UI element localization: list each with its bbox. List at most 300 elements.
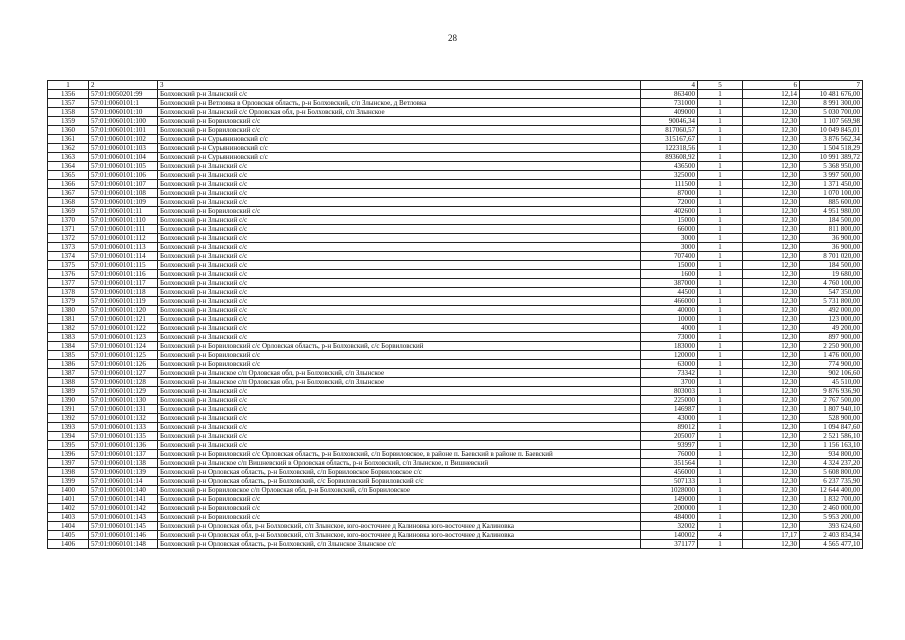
table-row	[48, 351, 863, 360]
table-row	[48, 396, 863, 405]
cadastral-number-cell: 57:01:0060101:110	[89, 216, 158, 225]
area-cell: 10000	[641, 315, 698, 324]
area-cell: 72000	[641, 198, 698, 207]
area-cell: 32002	[641, 522, 698, 531]
address-cell: Болховский р-н Ветловка в Орловская область, р-н Болховский, с/п Злынское, д Ветловка	[158, 99, 641, 108]
area-cell: 893608,92	[641, 153, 698, 162]
address-cell: Болховский р-н Злынский с/с	[158, 171, 641, 180]
cadastral-number-cell: 57:01:0060101:109	[89, 198, 158, 207]
area-cell: 387000	[641, 279, 698, 288]
count-cell: 1	[698, 189, 743, 198]
address-cell: Болховский р-н Злынский с/с	[158, 288, 641, 297]
area-cell: 90046,34	[641, 117, 698, 126]
table-row	[48, 297, 863, 306]
count-cell: 1	[698, 144, 743, 153]
area-cell: 707400	[641, 252, 698, 261]
row-number-cell: 1390	[48, 396, 89, 405]
address-cell: Болховский р-н Злынский с/с	[158, 306, 641, 315]
row-number-cell: 1383	[48, 333, 89, 342]
area-cell: 122318,56	[641, 144, 698, 153]
row-number-cell: 1392	[48, 414, 89, 423]
cadastral-number-cell: 57:01:0060101:100	[89, 117, 158, 126]
area-cell: 803003	[641, 387, 698, 396]
rate-cell: 12,30	[743, 279, 800, 288]
row-number-cell: 1357	[48, 99, 89, 108]
address-cell: Болховский р-н Орловская область, р-н Болховский, с/п Борвиловское Борвиловское с/с	[158, 468, 641, 477]
rate-cell: 12,30	[743, 171, 800, 180]
area-cell: 183000	[641, 342, 698, 351]
cadastral-number-cell: 57:01:0060101:136	[89, 441, 158, 450]
rate-cell: 12,30	[743, 135, 800, 144]
row-number-cell: 1360	[48, 126, 89, 135]
value-cell: 4 324 237,20	[800, 459, 863, 468]
area-cell: 140002	[641, 531, 698, 540]
value-cell: 5 953 200,00	[800, 513, 863, 522]
address-cell: Болховский р-н Сурьяниновский с/с	[158, 153, 641, 162]
table-row	[48, 261, 863, 270]
header-cell: 1	[48, 81, 89, 90]
cadastral-number-cell: 57:01:0050201:99	[89, 90, 158, 99]
address-cell: Болховский р-н Злынский с/с	[158, 387, 641, 396]
table-row	[48, 288, 863, 297]
value-cell: 2 460 000,00	[800, 504, 863, 513]
row-number-cell: 1369	[48, 207, 89, 216]
value-cell: 1 504 518,29	[800, 144, 863, 153]
address-cell: Болховский р-н Злынский с/с	[158, 198, 641, 207]
value-cell: 4 565 477,10	[800, 540, 863, 549]
table-row	[48, 207, 863, 216]
row-number-cell: 1384	[48, 342, 89, 351]
address-cell: Болховский р-н Злынский с/с	[158, 297, 641, 306]
cadastral-number-cell: 57:01:0060101:139	[89, 468, 158, 477]
count-cell: 1	[698, 216, 743, 225]
area-cell: 409000	[641, 108, 698, 117]
row-number-cell: 1381	[48, 315, 89, 324]
row-number-cell: 1379	[48, 297, 89, 306]
address-cell: Болховский р-н Злынский с/с	[158, 243, 641, 252]
count-cell: 1	[698, 90, 743, 99]
rate-cell: 12,30	[743, 477, 800, 486]
table-row	[48, 99, 863, 108]
row-number-cell: 1371	[48, 225, 89, 234]
table-row	[48, 243, 863, 252]
count-cell: 1	[698, 198, 743, 207]
value-cell: 934 800,00	[800, 450, 863, 459]
row-number-cell: 1368	[48, 198, 89, 207]
cadastral-number-cell: 57:01:0060101:114	[89, 252, 158, 261]
row-number-cell: 1404	[48, 522, 89, 531]
row-number-cell: 1370	[48, 216, 89, 225]
address-cell: Болховский р-н Борвиловский с/с	[158, 360, 641, 369]
area-cell: 817060,57	[641, 126, 698, 135]
count-cell: 1	[698, 522, 743, 531]
cadastral-number-cell: 57:01:0060101:130	[89, 396, 158, 405]
value-cell: 9 876 936,90	[800, 387, 863, 396]
area-cell: 456000	[641, 468, 698, 477]
count-cell: 1	[698, 540, 743, 549]
table-row	[48, 306, 863, 315]
cadastral-number-cell: 57:01:0060101:1	[89, 99, 158, 108]
cadastral-number-cell: 57:01:0060101:111	[89, 225, 158, 234]
row-number-cell: 1373	[48, 243, 89, 252]
cadastral-number-cell: 57:01:0060101:143	[89, 513, 158, 522]
row-number-cell: 1382	[48, 324, 89, 333]
row-number-cell: 1391	[48, 405, 89, 414]
address-cell: Болховский р-н Злынский с/с	[158, 279, 641, 288]
row-number-cell: 1399	[48, 477, 89, 486]
rate-cell: 12,30	[743, 270, 800, 279]
table-row	[48, 378, 863, 387]
cadastral-number-cell: 57:01:0060101:124	[89, 342, 158, 351]
row-number-cell: 1374	[48, 252, 89, 261]
table-row	[48, 135, 863, 144]
count-cell: 1	[698, 162, 743, 171]
rate-cell: 12,30	[743, 216, 800, 225]
area-cell: 863400	[641, 90, 698, 99]
rate-cell: 12,30	[743, 540, 800, 549]
address-cell: Болховский р-н Злынский с/с	[158, 225, 641, 234]
table-row	[48, 324, 863, 333]
rate-cell: 12,30	[743, 243, 800, 252]
cadastral-number-cell: 57:01:0060101:128	[89, 378, 158, 387]
rate-cell: 12,30	[743, 432, 800, 441]
table-row	[48, 144, 863, 153]
cadastral-number-cell: 57:01:0060101:106	[89, 171, 158, 180]
table-row	[48, 333, 863, 342]
row-number-cell: 1377	[48, 279, 89, 288]
rate-cell: 12,30	[743, 414, 800, 423]
cadastral-number-cell: 57:01:0060101:101	[89, 126, 158, 135]
count-cell: 1	[698, 351, 743, 360]
rate-cell: 12,30	[743, 441, 800, 450]
count-cell: 1	[698, 423, 743, 432]
count-cell: 1	[698, 414, 743, 423]
count-cell: 1	[698, 342, 743, 351]
address-cell: Болховский р-н Злынский с/с	[158, 162, 641, 171]
value-cell: 10 991 389,72	[800, 153, 863, 162]
address-cell: Болховский р-н Злынский с/с Орловская обл, р-н Болховский, с/п Злынское	[158, 108, 641, 117]
address-cell: Болховский р-н Злынский с/с	[158, 432, 641, 441]
count-cell: 1	[698, 117, 743, 126]
table-row	[48, 216, 863, 225]
cadastral-number-cell: 57:01:0060101:135	[89, 432, 158, 441]
rate-cell: 12,30	[743, 189, 800, 198]
rate-cell: 12,30	[743, 180, 800, 189]
table-row	[48, 432, 863, 441]
address-cell: Болховский р-н Орловская обл, р-н Болховский, с/п Злынское, юго-восточнее д Калиновка юго-восточнее д Калиновка	[158, 531, 641, 540]
area-cell: 73342	[641, 369, 698, 378]
row-number-cell: 1396	[48, 450, 89, 459]
area-cell: 120000	[641, 351, 698, 360]
address-cell: Болховский р-н Злынский с/с	[158, 189, 641, 198]
rate-cell: 12,30	[743, 198, 800, 207]
address-cell: Болховский р-н Злынский с/с	[158, 414, 641, 423]
address-cell: Болховский р-н Сурьяниновский с/с	[158, 144, 641, 153]
count-cell: 1	[698, 171, 743, 180]
address-cell: Болховский р-н Злынский с/с	[158, 261, 641, 270]
count-cell: 1	[698, 135, 743, 144]
address-cell: Болховский р-н Борвиловский с/с	[158, 495, 641, 504]
value-cell: 4 760 100,00	[800, 279, 863, 288]
header-row	[48, 81, 863, 90]
area-cell: 63000	[641, 360, 698, 369]
row-number-cell: 1367	[48, 189, 89, 198]
value-cell: 184 500,00	[800, 261, 863, 270]
address-cell: Болховский р-н Злынский с/с	[158, 315, 641, 324]
table-row	[48, 342, 863, 351]
count-cell: 1	[698, 315, 743, 324]
rate-cell: 12,30	[743, 522, 800, 531]
area-cell: 1028000	[641, 486, 698, 495]
cadastral-number-cell: 57:01:0060101:133	[89, 423, 158, 432]
cadastral-number-cell: 57:01:0060101:118	[89, 288, 158, 297]
row-number-cell: 1359	[48, 117, 89, 126]
row-number-cell: 1362	[48, 144, 89, 153]
table-row	[48, 531, 863, 540]
address-cell: Болховский р-н Злынский с/с	[158, 180, 641, 189]
row-number-cell: 1402	[48, 504, 89, 513]
cadastral-number-cell: 57:01:0060101:113	[89, 243, 158, 252]
count-cell: 1	[698, 279, 743, 288]
count-cell: 1	[698, 288, 743, 297]
row-number-cell: 1358	[48, 108, 89, 117]
row-number-cell: 1372	[48, 234, 89, 243]
table-row	[48, 459, 863, 468]
row-number-cell: 1380	[48, 306, 89, 315]
address-cell: Болховский р-н Орловская область, р-н Болховский, с/п Злынское Злынское с/с	[158, 540, 641, 549]
row-number-cell: 1395	[48, 441, 89, 450]
area-cell: 351564	[641, 459, 698, 468]
area-cell: 1600	[641, 270, 698, 279]
table-row	[48, 171, 863, 180]
area-cell: 76000	[641, 450, 698, 459]
area-cell: 40000	[641, 306, 698, 315]
row-number-cell: 1361	[48, 135, 89, 144]
cadastral-number-cell: 57:01:0060101:121	[89, 315, 158, 324]
value-cell: 36 900,00	[800, 243, 863, 252]
rate-cell: 12,30	[743, 360, 800, 369]
count-cell: 1	[698, 387, 743, 396]
rate-cell: 12,30	[743, 504, 800, 513]
value-cell: 1 371 450,00	[800, 180, 863, 189]
table-row	[48, 468, 863, 477]
rate-cell: 12,30	[743, 117, 800, 126]
table-row	[48, 423, 863, 432]
count-cell: 1	[698, 333, 743, 342]
address-cell: Болховский р-н Злынское с/п Вишневский в Орловская область, р-н Болховский, с/п Злынское, п Вишневский	[158, 459, 641, 468]
address-cell: Болховский р-н Борвиловское с/п Орловская обл, р-н Болховский, с/п Борвиловское	[158, 486, 641, 495]
cadastral-number-cell: 57:01:0060101:137	[89, 450, 158, 459]
value-cell: 8 701 020,00	[800, 252, 863, 261]
value-cell: 897 900,00	[800, 333, 863, 342]
row-number-cell: 1398	[48, 468, 89, 477]
area-cell: 15000	[641, 216, 698, 225]
cadastral-number-cell: 57:01:0060101:141	[89, 495, 158, 504]
count-cell: 1	[698, 126, 743, 135]
area-cell: 466000	[641, 297, 698, 306]
table-row	[48, 108, 863, 117]
value-cell: 19 680,00	[800, 270, 863, 279]
row-number-cell: 1401	[48, 495, 89, 504]
value-cell: 45 510,00	[800, 378, 863, 387]
address-cell: Болховский р-н Борвиловский с/с	[158, 504, 641, 513]
row-number-cell: 1406	[48, 540, 89, 549]
table-row	[48, 495, 863, 504]
table-row	[48, 117, 863, 126]
row-number-cell: 1376	[48, 270, 89, 279]
row-number-cell: 1366	[48, 180, 89, 189]
count-cell: 1	[698, 99, 743, 108]
row-number-cell: 1364	[48, 162, 89, 171]
value-cell: 2 250 900,00	[800, 342, 863, 351]
cadastral-number-cell: 57:01:0060101:102	[89, 135, 158, 144]
count-cell: 1	[698, 261, 743, 270]
rate-cell: 12,30	[743, 234, 800, 243]
row-number-cell: 1363	[48, 153, 89, 162]
value-cell: 811 800,00	[800, 225, 863, 234]
count-cell: 4	[698, 531, 743, 540]
value-cell: 123 000,00	[800, 315, 863, 324]
address-cell: Болховский р-н Злынский с/с	[158, 396, 641, 405]
count-cell: 1	[698, 270, 743, 279]
value-cell: 1 070 100,00	[800, 189, 863, 198]
table-row	[48, 387, 863, 396]
table-row	[48, 90, 863, 99]
area-cell: 87000	[641, 189, 698, 198]
row-number-cell: 1387	[48, 369, 89, 378]
count-cell: 1	[698, 369, 743, 378]
table-row	[48, 252, 863, 261]
count-cell: 1	[698, 432, 743, 441]
value-cell: 6 237 735,90	[800, 477, 863, 486]
row-number-cell: 1386	[48, 360, 89, 369]
address-cell: Болховский р-н Орловская обл, р-н Болховский, с/п Злынское, юго-восточнее д Калиновка юго-восточнее д Калиновка	[158, 522, 641, 531]
cadastral-number-cell: 57:01:0060101:138	[89, 459, 158, 468]
cadastral-number-cell: 57:01:0060101:116	[89, 270, 158, 279]
value-cell: 10 049 845,01	[800, 126, 863, 135]
cadastral-number-cell: 57:01:0060101:112	[89, 234, 158, 243]
table-row	[48, 189, 863, 198]
rate-cell: 12,30	[743, 252, 800, 261]
value-cell: 1 156 163,10	[800, 441, 863, 450]
cadastral-number-cell: 57:01:0060101:126	[89, 360, 158, 369]
address-cell: Болховский р-н Борвиловский с/с Орловская область, р-н Болховский, с/п Борвиловское, в районе п. Баевский в районе п. Баевский	[158, 450, 641, 459]
count-cell: 1	[698, 441, 743, 450]
value-cell: 5 030 700,00	[800, 108, 863, 117]
page-number: 28	[448, 33, 457, 43]
row-number-cell: 1400	[48, 486, 89, 495]
rate-cell: 12,30	[743, 342, 800, 351]
area-cell: 200000	[641, 504, 698, 513]
value-cell: 5 368 950,00	[800, 162, 863, 171]
cadastral-number-cell: 57:01:0060101:10	[89, 108, 158, 117]
value-cell: 1 832 700,00	[800, 495, 863, 504]
header-cell: 7	[800, 81, 863, 90]
cadastral-number-cell: 57:01:0060101:142	[89, 504, 158, 513]
area-cell: 43000	[641, 414, 698, 423]
address-cell: Болховский р-н Орловская область, р-н Болховский, с/с Борвиловский Борвиловский с/с	[158, 477, 641, 486]
table-row	[48, 279, 863, 288]
cadastral-number-cell: 57:01:0060101:132	[89, 414, 158, 423]
rate-cell: 12,30	[743, 225, 800, 234]
count-cell: 1	[698, 360, 743, 369]
count-cell: 1	[698, 513, 743, 522]
rate-cell: 12,30	[743, 405, 800, 414]
cadastral-table	[47, 80, 863, 549]
table-row	[48, 540, 863, 549]
rate-cell: 12,30	[743, 297, 800, 306]
table-row	[48, 270, 863, 279]
table-row	[48, 405, 863, 414]
count-cell: 1	[698, 378, 743, 387]
table-row	[48, 477, 863, 486]
row-number-cell: 1405	[48, 531, 89, 540]
cadastral-number-cell: 57:01:0060101:119	[89, 297, 158, 306]
rate-cell: 12,30	[743, 495, 800, 504]
count-cell: 1	[698, 396, 743, 405]
table-row	[48, 522, 863, 531]
table-row	[48, 441, 863, 450]
count-cell: 1	[698, 207, 743, 216]
table-row	[48, 126, 863, 135]
header-cell: 6	[743, 81, 800, 90]
value-cell: 1 107 569,98	[800, 117, 863, 126]
rate-cell: 12,30	[743, 288, 800, 297]
address-cell: Болховский р-н Борвиловский с/с	[158, 126, 641, 135]
cadastral-number-cell: 57:01:0060101:146	[89, 531, 158, 540]
area-cell: 402600	[641, 207, 698, 216]
address-cell: Болховский р-н Злынский с/с	[158, 405, 641, 414]
row-number-cell: 1356	[48, 90, 89, 99]
rate-cell: 12,30	[743, 468, 800, 477]
value-cell: 393 624,60	[800, 522, 863, 531]
address-cell: Болховский р-н Злынский с/с	[158, 423, 641, 432]
value-cell: 10 481 676,00	[800, 90, 863, 99]
rate-cell: 12,14	[743, 90, 800, 99]
rate-cell: 12,30	[743, 162, 800, 171]
value-cell: 184 500,00	[800, 216, 863, 225]
area-cell: 484000	[641, 513, 698, 522]
area-cell: 149000	[641, 495, 698, 504]
count-cell: 1	[698, 504, 743, 513]
row-number-cell: 1388	[48, 378, 89, 387]
rate-cell: 12,30	[743, 486, 800, 495]
area-cell: 44500	[641, 288, 698, 297]
area-cell: 146987	[641, 405, 698, 414]
table-row	[48, 504, 863, 513]
count-cell: 1	[698, 459, 743, 468]
rate-cell: 12,30	[743, 144, 800, 153]
count-cell: 1	[698, 234, 743, 243]
count-cell: 1	[698, 486, 743, 495]
area-cell: 111500	[641, 180, 698, 189]
value-cell: 492 000,00	[800, 306, 863, 315]
value-cell: 2 403 834,34	[800, 531, 863, 540]
area-cell: 225000	[641, 396, 698, 405]
count-cell: 1	[698, 477, 743, 486]
table-row	[48, 225, 863, 234]
cadastral-number-cell: 57:01:0060101:115	[89, 261, 158, 270]
cadastral-number-cell: 57:01:0060101:104	[89, 153, 158, 162]
address-cell: Болховский р-н Злынский с/с	[158, 324, 641, 333]
value-cell: 902 106,60	[800, 369, 863, 378]
address-cell: Болховский р-н Злынский с/с	[158, 441, 641, 450]
count-cell: 1	[698, 468, 743, 477]
rate-cell: 12,30	[743, 108, 800, 117]
value-cell: 774 900,00	[800, 360, 863, 369]
value-cell: 1 094 847,60	[800, 423, 863, 432]
cadastral-number-cell: 57:01:0060101:127	[89, 369, 158, 378]
